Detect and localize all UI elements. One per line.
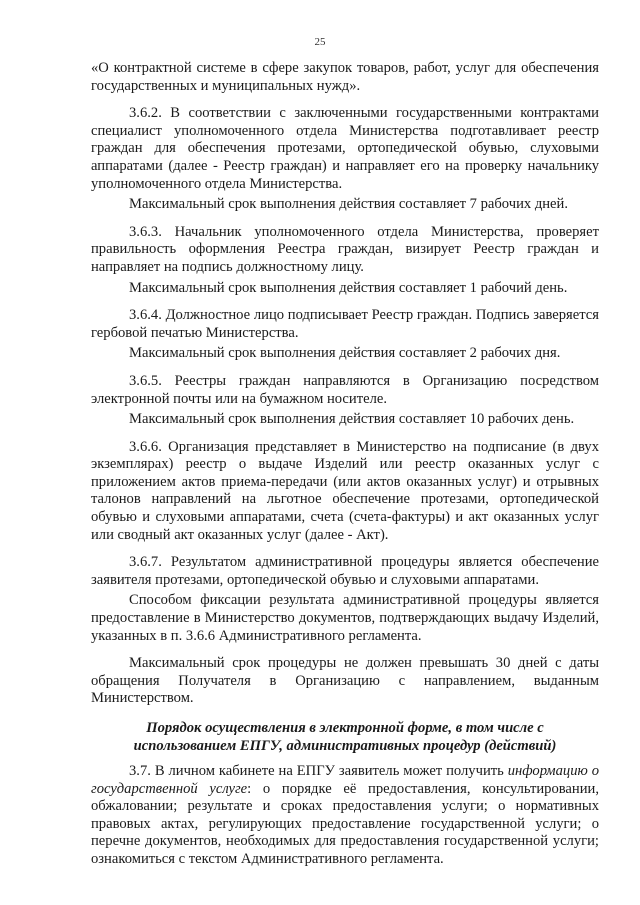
paragraph-max-procedure-term: Максимальный срок процедуры не должен превышать 30 дней с даты обращения Получателя в Организацию с направлением, выданным Министерством. [91,655,599,707]
paragraph-deadline-2-days: Максимальный срок выполнения действия составляет 2 рабочих дня. [129,345,561,362]
paragraph-fixation-method: Способом фиксации результата административной процедуры является предоставление в Министерство документов, подтверждающих выдачу Изделий, указанных в п. 3.6.6 Административного регламента. [91,592,599,644]
paragraph-3-6-5: 3.6.5. Реестры граждан направляются в Организацию посредством электронной почты или на бумажном носителе. [91,372,599,407]
paragraph-3-6-6: 3.6.6. Организация представляет в Министерство на подписание (в двух экземплярах) реестр о выдаче Изделий или реестр оказанных услуг с приложением актов приема-передачи (или актов оказанных услуг) и отрывных талонов направлений на льготное обеспечение протезами, ортопедической обувью и слуховыми аппаратами, счета (счета-фактуры) и акт оказанных услуг или сводный акт оказанных услуг (далее - Акт). [91,438,599,543]
paragraph-3-7-lead: 3.7. В личном кабинете на ЕПГУ заявитель может получить [129,763,508,779]
paragraph-3-6-2: 3.6.2. В соответствии с заключенными государственными контрактами специалист уполномоченного отдела Министерства подготавливает реестр граждан для обеспечения протезами, ортопедической обувью, слуховыми аппаратами (далее - Реестр граждан) и направляет его на проверку начальнику уполномоченного отдела Министерства. [91,105,599,192]
paragraph-3-7-rest: : о порядке её предоставления, консультировании, обжаловании; результате и сроках предоставления услуги; о нормативных правовых актах, регулирующих предоставление государственной услуги; о перечне документов, необходимых для предоставления государственной услуги; ознакомиться с текстом Административного регламента. [91,780,599,867]
paragraph-deadline-7-days: Максимальный срок выполнения действия составляет 7 рабочих дней. [129,196,568,213]
paragraph-3-7 [91,763,599,869]
document-body [91,60,599,869]
section-heading: Порядок осуществления в электронной форме, в том числе с использованием ЕПГУ, административных процедур (действий) [133,720,557,754]
paragraph-deadline-10-days: Максимальный срок выполнения действия составляет 10 рабочих день. [129,411,575,428]
paragraph-deadline-1-day: Максимальный срок выполнения действия составляет 1 рабочий день. [129,279,568,296]
paragraph-3-6-4: 3.6.4. Должностное лицо подписывает Реестр граждан. Подпись заверяется гербовой печатью Министерства. [91,307,599,341]
paragraph-3-6-7: 3.6.7. Результатом административной процедуры является обеспечение заявителя протезами, ортопедической обувью и слуховыми аппаратами. [91,554,599,588]
paragraph-law-title-continuation: «О контрактной системе в сфере закупок товаров, работ, услуг для обеспечения государственных и муниципальных нужд». [91,60,599,94]
paragraph-3-6-3: 3.6.3. Начальник уполномоченного отдела Министерства, проверяет правильность оформления Реестра граждан, визирует Реестр граждан и направляет на подпись должностному лицу. [91,223,599,275]
paragraph-3-7-emphasis: информацию о государственной услуге [91,763,600,797]
page-number: 25 [314,36,326,48]
